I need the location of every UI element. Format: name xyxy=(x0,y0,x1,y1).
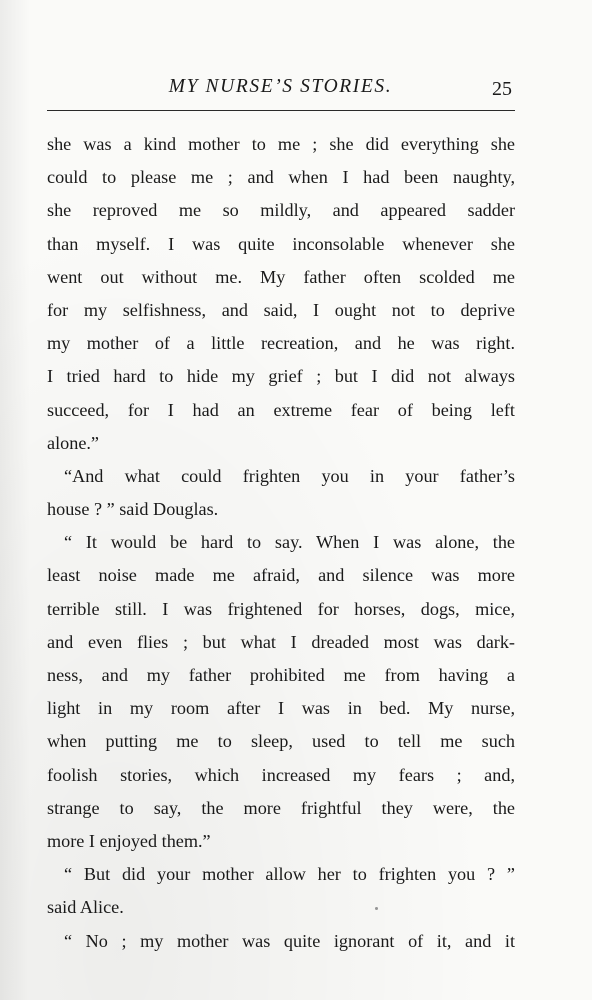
running-title: MY NURSE’S STORIES. xyxy=(168,76,393,97)
text-line: could to please me ; and when I had been naughty, xyxy=(47,167,515,188)
text-line: ness, and my father prohibited me from having a xyxy=(47,665,515,685)
text-line: house ? ” said Douglas. xyxy=(47,499,219,520)
text-line: strange to say, the more frightful they were, the xyxy=(47,797,515,818)
text-line: “ No ; my mother was quite ignorant of it, and it xyxy=(64,930,515,951)
text-line: more I enjoyed them.” xyxy=(47,830,211,851)
paper-speck xyxy=(375,907,378,910)
text-line: terrible still. I was frightened for horses, dogs, mice, xyxy=(47,598,515,619)
running-head xyxy=(47,76,514,106)
text-line: my mother of a little recreation, and he was right. xyxy=(47,333,515,354)
text-line: she was a kind mother to me ; she did everything she xyxy=(47,134,515,154)
text-line: and even flies ; but what I dreaded most was dark- xyxy=(47,631,515,652)
text-line: least noise made me afraid, and silence was more xyxy=(47,565,515,586)
text-line: when putting me to sleep, used to tell me such xyxy=(47,731,515,752)
text-line: light in my room after I was in bed. My nurse, xyxy=(47,698,515,719)
text-line: succeed, for I had an extreme fear of being left xyxy=(47,399,515,420)
text-line: alone.” xyxy=(47,432,100,453)
text-line: “ It would be hard to say. When I was alone, the xyxy=(64,532,515,553)
text-line: “ But did your mother allow her to frighten you ? ” xyxy=(64,864,515,885)
text-line: for my selfishness, and said, I ought not to deprive xyxy=(47,299,515,320)
text-line: said Alice. xyxy=(47,897,124,918)
body-text xyxy=(47,128,515,958)
text-line: I tried hard to hide my grief ; but I did not always xyxy=(47,366,515,387)
text-line: than myself. I was quite inconsolable whenever she xyxy=(47,233,515,254)
text-line: “And what could frighten you in your father’s xyxy=(64,465,515,486)
text-line: went out without me. My father often scolded me xyxy=(47,266,515,287)
header-rule xyxy=(47,110,515,111)
text-line: foolish stories, which increased my fears ; and, xyxy=(47,764,515,785)
text-line: she reproved me so mildly, and appeared sadder xyxy=(47,200,515,221)
page-number: 25 xyxy=(492,78,512,100)
